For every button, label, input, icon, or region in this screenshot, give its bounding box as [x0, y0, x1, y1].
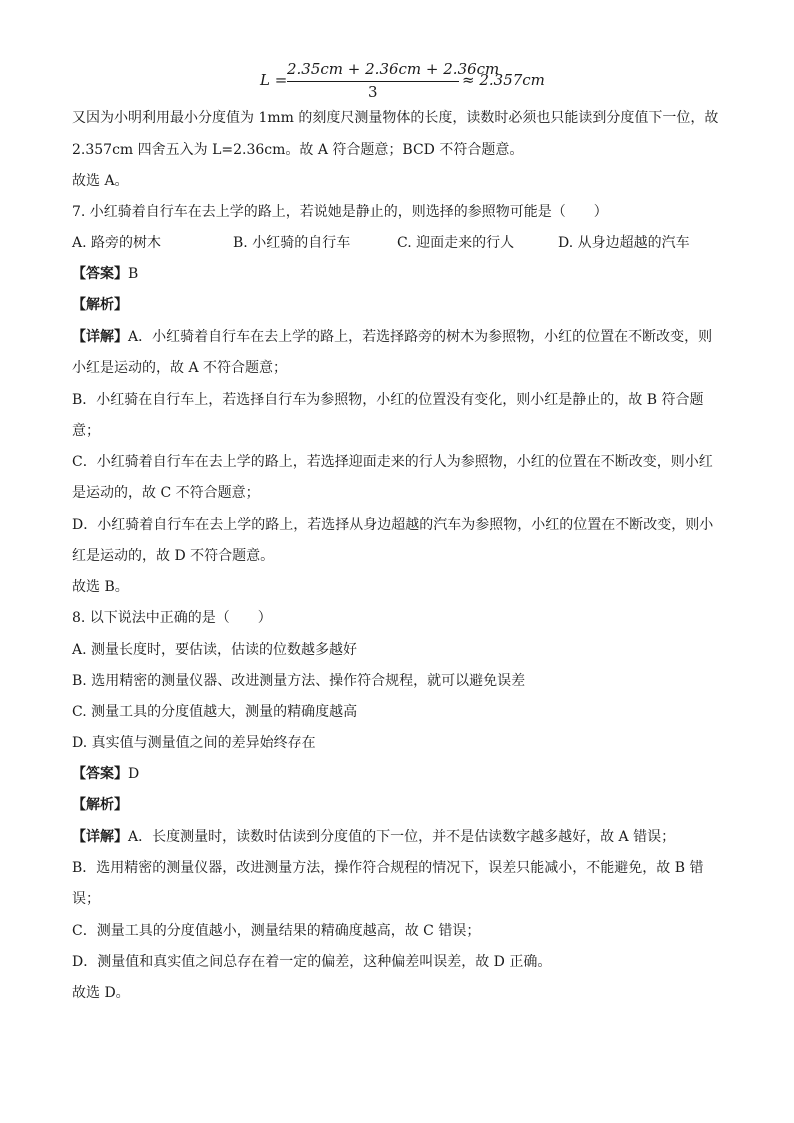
q8-detail-line-5: D．测量值和真实值之间总存在着一定的偏差，这种偏差叫误差，故 D 正确。 [72, 954, 552, 970]
q7-stem: 7. 小红骑着自行车在去上学的路上，若说她是静止的，则选择的参照物可能是（ ） [72, 204, 608, 220]
formula-numerator: 2.35cm + 2.36cm + 2.36cm [287, 60, 500, 78]
q8-detail-line-2: B．选用精密的测量仪器，改进测量方法，操作符合规程的情况下，误差只能减小，不能避免，故 B 错 [72, 860, 704, 876]
q8-stem: 8. 以下说法中正确的是（ ） [72, 610, 272, 626]
q8-detail-line-1: 【详解】A．长度测量时，读数时估读到分度值的下一位，并不是估读数字越多越好，故 A 错误； [72, 829, 676, 845]
q8-detail-line-3: 误； [72, 891, 100, 907]
q7-answer-value: B [128, 266, 139, 282]
q7-option-d: D. 从身边超越的汽车 [558, 235, 690, 251]
q7-detail-line-3: B．小红骑在自行车上，若选择自行车为参照物，小红的位置没有变化，则小红是静止的，故 B 符合题 [72, 392, 704, 408]
q7-detail-line-7: D．小红骑着自行车在去上学的路上，若选择从身边超越的汽车为参照物，小红的位置在不断改变，则小 [72, 517, 714, 533]
q8-choose: 故选 D。 [72, 985, 130, 1001]
fraction-bar [287, 81, 459, 82]
q7-detail-label: 【详解】 [72, 329, 128, 345]
q7-detail-line-8: 红是运动的，故 D 不符合题意。 [72, 548, 275, 564]
q7-option-c: C. 迎面走来的行人 [397, 235, 515, 251]
q7-detail-line-1: 【详解】A．小红骑着自行车在去上学的路上，若选择路旁的树木为参照物，小红的位置在不断改变，则 [72, 329, 713, 345]
q8-option-a: A. 测量长度时，要估读，估读的位数越多越好 [72, 642, 358, 658]
q8-option-c: C. 测量工具的分度值越大，测量的精确度越高 [72, 704, 358, 720]
q7-detail-line-2: 小红是运动的，故 A 不符合题意； [72, 360, 288, 376]
q7-choose: 故选 B。 [72, 579, 129, 595]
formula-rhs: ≈ 2.357cm [462, 71, 545, 89]
average-length-formula [0, 58, 794, 104]
q7-detail-line-4: 意； [72, 423, 100, 439]
q7-option-b: B. 小红骑的自行车 [233, 235, 351, 251]
q8-detail-line-4: C．测量工具的分度值越小，测量结果的精确度越高，故 C 错误； [72, 923, 481, 939]
q7-detail-line-6: 是运动的，故 C 不符合题意； [72, 485, 260, 501]
intro-line-2: 2.357cm 四舍五入为 L=2.36cm。故 A 符合题意；BCD 不符合题意。 [72, 142, 524, 158]
q8-option-b: B. 选用精密的测量仪器、改进测量方法、操作符合规程，就可以避免误差 [72, 673, 526, 689]
q7-option-a: A. 路旁的树木 [72, 235, 162, 251]
formula-lhs: L = [260, 71, 288, 89]
intro-line-1: 又因为小明利用最小分度值为 1mm 的刻度尺测量物体的长度，读数时必须也只能读到分度值下一位，故 [72, 110, 719, 126]
intro-choose: 故选 A。 [72, 173, 129, 189]
q8-detail-label: 【详解】 [72, 829, 128, 845]
q8-answer [72, 764, 139, 784]
q7-detail-line-5: C．小红骑着自行车在去上学的路上，若选择迎面走来的行人为参照物，小红的位置在不断改变，则小红 [72, 454, 713, 470]
q7-analysis-label: 【解析】 [72, 297, 128, 313]
q8-option-d: D. 真实值与测量值之间的差异始终存在 [72, 735, 316, 751]
q8-answer-label: 【答案】 [72, 766, 128, 782]
formula-denominator: 3 [368, 83, 378, 101]
q7-answer [72, 264, 138, 284]
q7-answer-label: 【答案】 [72, 266, 128, 282]
q8-analysis-label: 【解析】 [72, 797, 128, 813]
q8-answer-value: D [128, 766, 140, 782]
